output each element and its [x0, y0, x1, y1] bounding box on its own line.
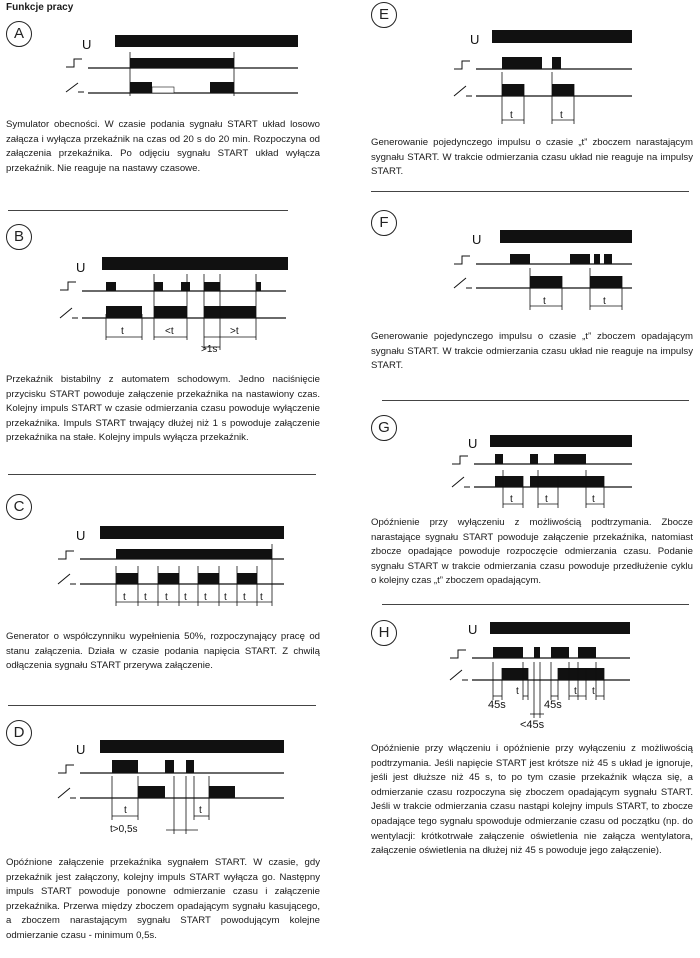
duration-label: t — [204, 592, 207, 603]
supply-signal-bar — [100, 526, 284, 539]
duration-label: t — [603, 296, 606, 307]
function-letter-e: E — [371, 2, 397, 28]
timing-diagram-f — [448, 224, 648, 320]
relay-pulse — [210, 82, 234, 93]
supply-signal-bar — [115, 35, 298, 47]
start-signal-icon — [58, 551, 74, 559]
function-letter-d: D — [6, 720, 32, 746]
section-divider — [382, 400, 689, 401]
relay-pulse — [552, 84, 574, 96]
start-signal-pulse — [534, 647, 540, 658]
start-signal-icon — [58, 765, 74, 773]
relay-contact-icon — [58, 574, 76, 584]
section-divider — [371, 191, 689, 192]
timing-diagram-g — [446, 430, 646, 512]
duration-label: t — [545, 494, 548, 505]
relay-pulse — [158, 573, 179, 584]
duration-label: t — [510, 494, 513, 505]
start-signal-pulse — [165, 760, 174, 773]
function-letter-g: G — [371, 415, 397, 441]
duration-label: t — [184, 592, 187, 603]
start-signal-icon — [454, 61, 470, 69]
relay-pulse — [495, 476, 523, 487]
start-signal-pulse — [551, 647, 569, 658]
function-description-b: Przekaźnik bistabilny z automatem schodowym. Jedno naciśnięcie przycisku START powoduje załączenie przekaźnika na nastawiony czas. Kolejny impuls START w czasie odmierzania czasu powoduje wyłączenie przekaźnika. Impuls START trwający dłużej niż 1 s powoduje załączenie przekaźnika na stałe. Kolejny impuls wyłącza przekaźnik. — [6, 374, 320, 444]
function-description-g: Opóźnienie przy wyłączeniu z możliwością podtrzymania. Zbocze narastające sygnału START powoduje załączenie przekaźnika, natomiast zbocze opadające powoduje rozpoczęcie odmierzania czasu. Podanie sygnału START w trakcie odmierzania czasu powoduje przedłużenie cyklu o kolejny czas „t” zboczem opadającym. — [371, 517, 693, 587]
relay-pulse — [154, 306, 187, 318]
duration-label: 45s — [488, 699, 506, 711]
relay-contact-icon — [454, 86, 472, 96]
duration-label: t — [121, 326, 124, 337]
start-signal-pulse — [256, 282, 261, 291]
duration-label: <t — [165, 326, 174, 337]
relay-contact-icon — [454, 278, 472, 288]
duration-label: t — [124, 805, 127, 816]
relay-pulse — [502, 84, 524, 96]
timing-diagram-e — [448, 24, 648, 132]
start-signal-pulse — [116, 549, 272, 559]
function-letter-h: H — [371, 620, 397, 646]
duration-label: t — [574, 686, 577, 697]
duration-label: t — [165, 592, 168, 603]
relay-pulse — [106, 306, 142, 318]
relay-contact-icon — [452, 477, 470, 487]
duration-label: >t — [230, 326, 239, 337]
relay-pulse — [558, 668, 604, 680]
start-signal-pulse — [493, 647, 523, 658]
section-divider — [382, 604, 689, 605]
supply-label: U — [82, 37, 92, 52]
start-signal-pulse — [186, 760, 194, 773]
function-description-f: Generowanie pojedynczego impulsu o czasie „t” zboczem opadającym sygnału START. W trakcie odmierzania czasu układ nie reaguje na impulsy START. — [371, 331, 693, 372]
start-signal-pulse — [495, 454, 503, 464]
relay-pulse — [204, 306, 256, 318]
duration-label: >1s — [201, 344, 218, 355]
duration-label: t — [123, 592, 126, 603]
relay-pulse — [590, 276, 622, 288]
timing-diagram-d — [52, 736, 292, 836]
duration-label: t — [592, 494, 595, 505]
supply-signal-bar — [490, 622, 630, 634]
start-signal-pulse — [112, 760, 138, 773]
duration-label: t — [243, 592, 246, 603]
start-signal-pulse — [554, 454, 586, 464]
relay-pulse — [502, 668, 528, 680]
duration-label: t — [199, 805, 202, 816]
supply-signal-bar — [102, 257, 288, 270]
start-signal-pulse — [106, 282, 116, 291]
duration-label: t — [144, 592, 147, 603]
start-signal-icon — [452, 456, 468, 464]
relay-pulse — [237, 573, 257, 584]
start-signal-pulse — [130, 58, 234, 68]
function-description-d: Opóźnione załączenie przekaźnika sygnałem START. W czasie, gdy przekaźnik jest załączony, kolejny impuls START wyłącza go. Następny impuls START powoduje ponowne odmierzanie czasu i załączenie przekaźnika. Przerwa między zboczem opadającym sygnału kasującego, a zboczem narastającym sygnału START powodującym kolejne odmierzanie czasu - minimum 0,5s. — [6, 857, 320, 941]
function-description-c: Generator o współczynniku wypełnienia 50%, rozpoczynający pracę od stanu załączenia. Działa w czasie podania napięcia START. Z chwilą odłączenia sygnału START przerywa załączenie. — [6, 631, 320, 672]
start-signal-pulse — [604, 254, 612, 264]
relay-contact-icon — [60, 308, 78, 318]
duration-label: t — [592, 686, 595, 697]
function-letter-a: A — [6, 21, 32, 47]
duration-label: t — [224, 592, 227, 603]
duration-label: 45s — [544, 699, 562, 711]
relay-pulse — [530, 276, 562, 288]
start-signal-pulse — [154, 282, 163, 291]
relay-pulse — [530, 476, 604, 487]
relay-pulse — [198, 573, 219, 584]
start-signal-pulse — [502, 57, 542, 69]
start-signal-pulse — [510, 254, 530, 264]
supply-label: U — [76, 528, 86, 543]
function-letter-b: B — [6, 224, 32, 250]
relay-contact-icon — [66, 83, 84, 92]
start-signal-pulse — [594, 254, 600, 264]
supply-label: U — [76, 260, 86, 275]
duration-label: t — [510, 110, 513, 121]
duration-label: t>0,5s — [110, 824, 138, 835]
section-divider — [8, 474, 316, 475]
function-description-h: Opóźnienie przy włączeniu i opóźnienie przy wyłączeniu z możliwością podtrzymania. Jeśli napięcie START jest krótsze niż 45 s układ je ignoruje, jeśli jest dłuższe niż 45 s, to po tym czasie przekaźnik włącza się, a odmierzanie czasu rozpoczyna się zboczem opadającym sygnału START. Jeśli w trakcie odmierzania czasu nastąpi kolejny impuls START, to zbocze opadające tego sygnału spowoduje odmierzanie czasu od początku (np. do wentylacji: krótkotrwałe załączenie oświetlenia nie załącza wentylatora, załączenie oświetlenia na dłużej niż 45 s powoduje jego załączenie). — [371, 743, 693, 857]
timing-diagram-h — [444, 620, 644, 732]
relay-pulse — [138, 786, 165, 798]
page-title: Funkcje pracy — [6, 2, 74, 13]
start-signal-pulse — [204, 282, 220, 291]
supply-signal-bar — [100, 740, 284, 753]
timing-diagram-b — [54, 252, 294, 355]
section-divider — [8, 210, 288, 211]
supply-label: U — [472, 232, 482, 247]
duration-label: <45s — [520, 719, 545, 731]
duration-label: t — [260, 592, 263, 603]
start-signal-pulse — [552, 57, 561, 69]
start-signal-pulse — [181, 282, 190, 291]
timing-diagram-c — [52, 522, 292, 612]
start-signal-pulse — [570, 254, 590, 264]
function-letter-f: F — [371, 210, 397, 236]
start-signal-pulse — [530, 454, 538, 464]
start-signal-icon — [454, 256, 470, 264]
timing-diagram-a — [60, 30, 300, 100]
relay-contact-icon — [450, 670, 468, 680]
supply-label: U — [468, 436, 478, 451]
relay-pulse — [116, 573, 138, 584]
duration-label: t — [560, 110, 563, 121]
function-letter-c: C — [6, 494, 32, 520]
relay-pulse — [209, 786, 235, 798]
function-description-a: Symulator obecności. W czasie podania sygnału START układ losowo załącza i wyłącza przekaźnik na czas od 20 s do 20 min. Rozpoczyna od załączenia przekaźnika. Po odjęciu sygnału START układ wyłącza przekaźnik. Nie reaguje na nastawy czasowe. — [6, 119, 320, 174]
start-signal-icon — [450, 650, 466, 658]
duration-label: t — [516, 686, 519, 697]
start-signal-icon — [60, 282, 76, 290]
start-signal-pulse — [578, 647, 596, 658]
supply-signal-bar — [492, 30, 632, 43]
function-description-e: Generowanie pojedynczego impulsu o czasie „t” zboczem narastającym sygnału START. W trakcie odmierzania czasu układ nie reaguje na impulsy START. — [371, 137, 693, 178]
section-divider — [8, 705, 316, 706]
supply-signal-bar — [500, 230, 632, 243]
supply-label: U — [468, 622, 478, 637]
supply-signal-bar — [490, 435, 632, 447]
duration-label: t — [543, 296, 546, 307]
start-signal-icon — [66, 59, 82, 67]
supply-label: U — [470, 32, 480, 47]
relay-contact-icon — [58, 788, 76, 798]
supply-label: U — [76, 742, 86, 757]
